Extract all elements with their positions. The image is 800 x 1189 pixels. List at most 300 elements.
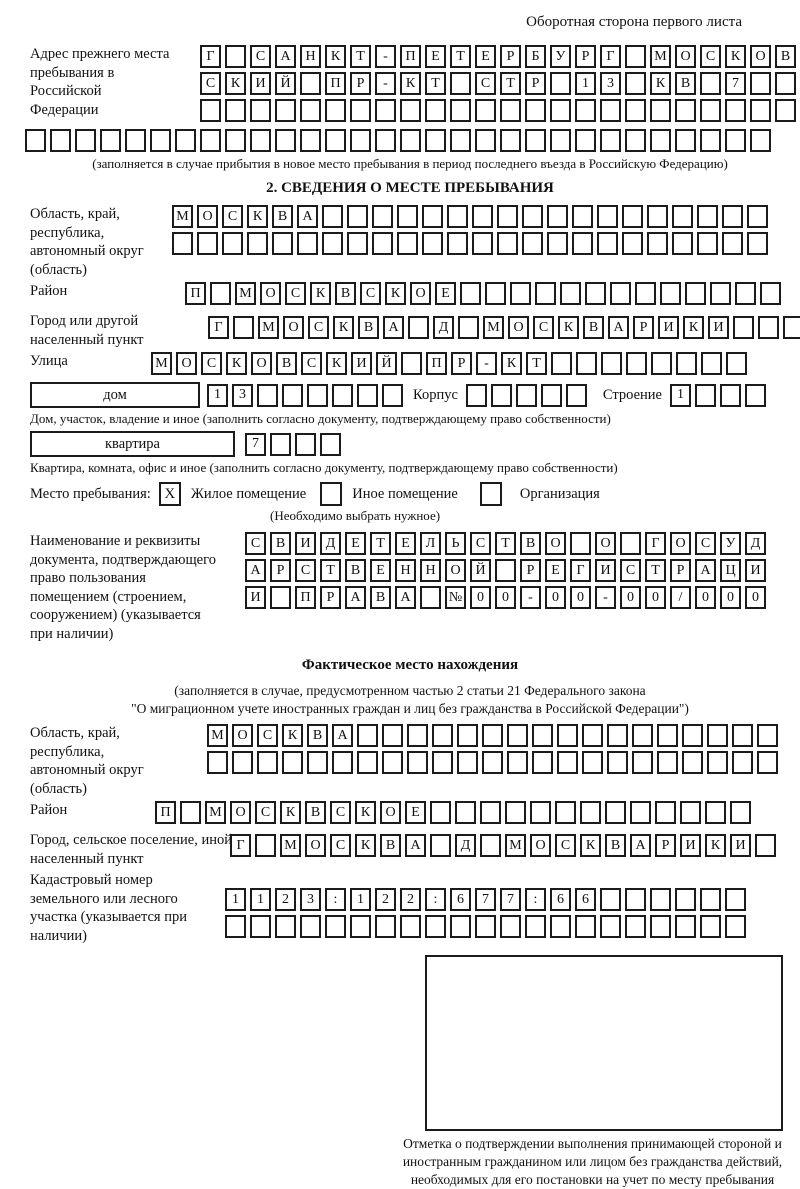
char-box[interactable]	[775, 72, 796, 95]
char-box[interactable]: О	[232, 724, 253, 747]
char-box[interactable]	[458, 316, 479, 339]
char-box[interactable]	[707, 724, 728, 747]
char-box[interactable]	[572, 232, 593, 255]
char-box[interactable]	[672, 205, 693, 228]
char-box[interactable]	[350, 99, 371, 122]
char-box[interactable]	[700, 72, 721, 95]
char-box[interactable]	[450, 99, 471, 122]
char-box[interactable]	[747, 232, 768, 255]
char-box[interactable]	[700, 915, 721, 938]
char-box[interactable]	[350, 915, 371, 938]
char-box[interactable]: 0	[745, 586, 766, 609]
char-box[interactable]	[566, 384, 587, 407]
char-box[interactable]: В	[307, 724, 328, 747]
char-box[interactable]	[150, 129, 171, 152]
char-box[interactable]	[675, 915, 696, 938]
char-box[interactable]: К	[558, 316, 579, 339]
char-box[interactable]: У	[720, 532, 741, 555]
char-box[interactable]	[175, 129, 196, 152]
char-box[interactable]	[700, 888, 721, 911]
char-box[interactable]	[300, 129, 321, 152]
char-box[interactable]	[250, 99, 271, 122]
char-box[interactable]: 7	[245, 433, 266, 456]
char-box[interactable]	[675, 99, 696, 122]
char-box[interactable]	[375, 99, 396, 122]
char-box[interactable]: О	[283, 316, 304, 339]
char-box[interactable]: Д	[745, 532, 766, 555]
char-box[interactable]	[745, 384, 766, 407]
char-box[interactable]: М	[258, 316, 279, 339]
char-box[interactable]	[697, 205, 718, 228]
char-box[interactable]	[250, 129, 271, 152]
char-box[interactable]	[350, 129, 371, 152]
char-box[interactable]: К	[247, 205, 268, 228]
char-box[interactable]: Е	[475, 45, 496, 68]
char-box[interactable]	[255, 834, 276, 857]
char-box[interactable]	[482, 751, 503, 774]
char-box[interactable]	[272, 232, 293, 255]
char-box[interactable]: 1	[670, 384, 691, 407]
char-box[interactable]	[725, 888, 746, 911]
char-box[interactable]	[325, 129, 346, 152]
char-box[interactable]	[495, 559, 516, 582]
char-box[interactable]	[307, 384, 328, 407]
char-box[interactable]	[570, 532, 591, 555]
char-box[interactable]	[125, 129, 146, 152]
char-box[interactable]: А	[405, 834, 426, 857]
char-box[interactable]	[372, 205, 393, 228]
char-box[interactable]: :	[525, 888, 546, 911]
char-box[interactable]	[610, 282, 631, 305]
char-box[interactable]: К	[385, 282, 406, 305]
char-box[interactable]	[325, 915, 346, 938]
char-box[interactable]: 2	[400, 888, 421, 911]
char-box[interactable]: П	[295, 586, 316, 609]
char-box[interactable]: Р	[525, 72, 546, 95]
char-box[interactable]	[505, 801, 526, 824]
char-box[interactable]	[710, 282, 731, 305]
char-box[interactable]	[375, 129, 396, 152]
char-box[interactable]	[726, 352, 747, 375]
char-box[interactable]	[485, 282, 506, 305]
char-box[interactable]	[432, 751, 453, 774]
char-box[interactable]: С	[201, 352, 222, 375]
char-box[interactable]	[547, 232, 568, 255]
char-box[interactable]	[347, 205, 368, 228]
char-box[interactable]	[700, 129, 721, 152]
char-box[interactable]: О	[380, 801, 401, 824]
char-box[interactable]	[626, 352, 647, 375]
char-box[interactable]: С	[301, 352, 322, 375]
char-box[interactable]: Д	[320, 532, 341, 555]
char-box[interactable]	[397, 232, 418, 255]
char-box[interactable]: М	[172, 205, 193, 228]
char-box[interactable]	[650, 129, 671, 152]
char-box[interactable]	[233, 316, 254, 339]
char-box[interactable]	[450, 72, 471, 95]
char-box[interactable]	[275, 99, 296, 122]
char-box[interactable]	[600, 915, 621, 938]
char-box[interactable]: С	[285, 282, 306, 305]
char-box[interactable]: 0	[470, 586, 491, 609]
char-box[interactable]: Т	[425, 72, 446, 95]
char-box[interactable]: С	[245, 532, 266, 555]
char-box[interactable]: 0	[545, 586, 566, 609]
char-box[interactable]: Л	[420, 532, 441, 555]
char-box[interactable]: И	[680, 834, 701, 857]
char-box[interactable]: А	[695, 559, 716, 582]
char-box[interactable]	[491, 384, 512, 407]
char-box[interactable]	[180, 801, 201, 824]
char-box[interactable]: Е	[435, 282, 456, 305]
other-premises-checkbox[interactable]	[320, 482, 342, 506]
char-box[interactable]	[270, 586, 291, 609]
char-box[interactable]: К	[225, 72, 246, 95]
char-box[interactable]	[225, 129, 246, 152]
char-box[interactable]: Т	[495, 532, 516, 555]
char-box[interactable]	[607, 751, 628, 774]
char-box[interactable]: М	[650, 45, 671, 68]
char-box[interactable]: В	[305, 801, 326, 824]
char-box[interactable]: Е	[545, 559, 566, 582]
char-box[interactable]: С	[200, 72, 221, 95]
char-box[interactable]	[275, 129, 296, 152]
char-box[interactable]: 1	[225, 888, 246, 911]
char-box[interactable]: М	[207, 724, 228, 747]
char-box[interactable]: К	[280, 801, 301, 824]
char-box[interactable]: 3	[232, 384, 253, 407]
char-box[interactable]: В	[345, 559, 366, 582]
char-box[interactable]	[197, 232, 218, 255]
char-box[interactable]: О	[545, 532, 566, 555]
char-box[interactable]	[295, 433, 316, 456]
char-box[interactable]: Т	[450, 45, 471, 68]
char-box[interactable]	[651, 352, 672, 375]
char-box[interactable]: 3	[600, 72, 621, 95]
char-box[interactable]	[347, 232, 368, 255]
char-box[interactable]	[357, 724, 378, 747]
char-box[interactable]	[632, 724, 653, 747]
char-box[interactable]: В	[335, 282, 356, 305]
char-box[interactable]	[758, 316, 779, 339]
char-box[interactable]	[422, 205, 443, 228]
char-box[interactable]	[372, 232, 393, 255]
char-box[interactable]: М	[483, 316, 504, 339]
char-box[interactable]: 7	[500, 888, 521, 911]
char-box[interactable]: С	[257, 724, 278, 747]
char-box[interactable]: В	[605, 834, 626, 857]
char-box[interactable]: О	[508, 316, 529, 339]
char-box[interactable]	[557, 724, 578, 747]
char-box[interactable]	[635, 282, 656, 305]
char-box[interactable]	[560, 282, 581, 305]
char-box[interactable]: К	[333, 316, 354, 339]
char-box[interactable]: Р	[500, 45, 521, 68]
char-box[interactable]	[522, 205, 543, 228]
char-box[interactable]: В	[270, 532, 291, 555]
char-box[interactable]	[297, 232, 318, 255]
char-box[interactable]	[450, 915, 471, 938]
char-box[interactable]: В	[675, 72, 696, 95]
char-box[interactable]	[407, 724, 428, 747]
char-box[interactable]	[725, 129, 746, 152]
char-box[interactable]: К	[226, 352, 247, 375]
char-box[interactable]: -	[375, 45, 396, 68]
char-box[interactable]: И	[730, 834, 751, 857]
char-box[interactable]: 7	[475, 888, 496, 911]
char-box[interactable]	[585, 282, 606, 305]
char-box[interactable]: М	[151, 352, 172, 375]
char-box[interactable]	[430, 801, 451, 824]
char-box[interactable]: С	[620, 559, 641, 582]
char-box[interactable]: О	[176, 352, 197, 375]
char-box[interactable]: В	[380, 834, 401, 857]
char-box[interactable]: О	[410, 282, 431, 305]
char-box[interactable]	[625, 888, 646, 911]
char-box[interactable]: Е	[395, 532, 416, 555]
char-box[interactable]: С	[250, 45, 271, 68]
char-box[interactable]: Б	[525, 45, 546, 68]
char-box[interactable]	[675, 888, 696, 911]
char-box[interactable]	[432, 724, 453, 747]
char-box[interactable]: В	[276, 352, 297, 375]
char-box[interactable]: Р	[270, 559, 291, 582]
char-box[interactable]	[720, 384, 741, 407]
char-box[interactable]	[466, 384, 487, 407]
char-box[interactable]: 3	[300, 888, 321, 911]
char-box[interactable]	[551, 352, 572, 375]
char-box[interactable]	[622, 232, 643, 255]
char-box[interactable]	[550, 72, 571, 95]
char-box[interactable]	[722, 205, 743, 228]
char-box[interactable]	[625, 129, 646, 152]
char-box[interactable]	[730, 801, 751, 824]
char-box[interactable]: К	[580, 834, 601, 857]
char-box[interactable]	[722, 232, 743, 255]
char-box[interactable]: О	[197, 205, 218, 228]
char-box[interactable]	[557, 751, 578, 774]
char-box[interactable]: 0	[495, 586, 516, 609]
char-box[interactable]	[775, 99, 796, 122]
char-box[interactable]	[472, 232, 493, 255]
char-box[interactable]: М	[205, 801, 226, 824]
char-box[interactable]: С	[360, 282, 381, 305]
char-box[interactable]	[622, 205, 643, 228]
char-box[interactable]: С	[330, 801, 351, 824]
char-box[interactable]	[232, 751, 253, 774]
char-box[interactable]	[630, 801, 651, 824]
char-box[interactable]: Р	[350, 72, 371, 95]
char-box[interactable]: -	[476, 352, 497, 375]
char-box[interactable]: О	[595, 532, 616, 555]
char-box[interactable]	[550, 99, 571, 122]
char-box[interactable]	[225, 45, 246, 68]
char-box[interactable]: В	[358, 316, 379, 339]
char-box[interactable]: С	[533, 316, 554, 339]
char-box[interactable]	[650, 915, 671, 938]
char-box[interactable]: К	[705, 834, 726, 857]
char-box[interactable]: Т	[370, 532, 391, 555]
char-box[interactable]: Е	[370, 559, 391, 582]
char-box[interactable]	[510, 282, 531, 305]
char-box[interactable]: А	[383, 316, 404, 339]
char-box[interactable]	[497, 205, 518, 228]
char-box[interactable]: Р	[670, 559, 691, 582]
char-box[interactable]	[455, 801, 476, 824]
char-box[interactable]: В	[272, 205, 293, 228]
char-box[interactable]	[735, 282, 756, 305]
char-box[interactable]	[572, 205, 593, 228]
char-box[interactable]	[275, 915, 296, 938]
char-box[interactable]: К	[325, 45, 346, 68]
char-box[interactable]	[532, 724, 553, 747]
char-box[interactable]: И	[745, 559, 766, 582]
char-box[interactable]: О	[260, 282, 281, 305]
char-box[interactable]: Й	[470, 559, 491, 582]
char-box[interactable]: Ц	[720, 559, 741, 582]
char-box[interactable]	[172, 232, 193, 255]
char-box[interactable]: К	[326, 352, 347, 375]
char-box[interactable]: К	[725, 45, 746, 68]
char-box[interactable]: О	[251, 352, 272, 375]
char-box[interactable]	[575, 99, 596, 122]
char-box[interactable]	[300, 915, 321, 938]
char-box[interactable]: 0	[720, 586, 741, 609]
char-box[interactable]	[525, 129, 546, 152]
char-box[interactable]	[695, 384, 716, 407]
char-box[interactable]: С	[695, 532, 716, 555]
char-box[interactable]	[500, 129, 521, 152]
char-box[interactable]	[550, 915, 571, 938]
char-box[interactable]: А	[345, 586, 366, 609]
char-box[interactable]: 6	[575, 888, 596, 911]
char-box[interactable]: 6	[550, 888, 571, 911]
char-box[interactable]: №	[445, 586, 466, 609]
char-box[interactable]: П	[185, 282, 206, 305]
char-box[interactable]	[457, 724, 478, 747]
char-box[interactable]	[682, 751, 703, 774]
char-box[interactable]	[600, 129, 621, 152]
char-box[interactable]	[425, 915, 446, 938]
char-box[interactable]	[685, 282, 706, 305]
char-box[interactable]: Р	[520, 559, 541, 582]
char-box[interactable]	[647, 205, 668, 228]
char-box[interactable]	[580, 801, 601, 824]
char-box[interactable]: П	[325, 72, 346, 95]
char-box[interactable]	[757, 751, 778, 774]
char-box[interactable]: О	[445, 559, 466, 582]
char-box[interactable]	[480, 834, 501, 857]
char-box[interactable]: К	[400, 72, 421, 95]
char-box[interactable]: С	[700, 45, 721, 68]
char-box[interactable]: И	[295, 532, 316, 555]
char-box[interactable]	[500, 915, 521, 938]
char-box[interactable]	[516, 384, 537, 407]
char-box[interactable]	[660, 282, 681, 305]
char-box[interactable]	[475, 915, 496, 938]
char-box[interactable]	[541, 384, 562, 407]
char-box[interactable]: Т	[500, 72, 521, 95]
char-box[interactable]	[401, 352, 422, 375]
char-box[interactable]: А	[395, 586, 416, 609]
char-box[interactable]: О	[670, 532, 691, 555]
char-box[interactable]: Р	[655, 834, 676, 857]
char-box[interactable]	[322, 232, 343, 255]
char-box[interactable]: К	[683, 316, 704, 339]
char-box[interactable]	[397, 205, 418, 228]
char-box[interactable]: Г	[600, 45, 621, 68]
char-box[interactable]: :	[325, 888, 346, 911]
char-box[interactable]: В	[520, 532, 541, 555]
char-box[interactable]	[257, 384, 278, 407]
char-box[interactable]: Н	[300, 45, 321, 68]
char-box[interactable]	[497, 232, 518, 255]
char-box[interactable]	[605, 801, 626, 824]
char-box[interactable]	[282, 751, 303, 774]
char-box[interactable]	[682, 724, 703, 747]
char-box[interactable]: Г	[570, 559, 591, 582]
char-box[interactable]	[701, 352, 722, 375]
char-box[interactable]	[757, 724, 778, 747]
char-box[interactable]	[257, 751, 278, 774]
char-box[interactable]	[705, 801, 726, 824]
char-box[interactable]	[675, 129, 696, 152]
char-box[interactable]: Т	[526, 352, 547, 375]
char-box[interactable]: С	[470, 532, 491, 555]
char-box[interactable]: 6	[450, 888, 471, 911]
char-box[interactable]: А	[332, 724, 353, 747]
char-box[interactable]	[625, 72, 646, 95]
char-box[interactable]	[597, 232, 618, 255]
char-box[interactable]	[550, 129, 571, 152]
char-box[interactable]	[650, 888, 671, 911]
char-box[interactable]: К	[650, 72, 671, 95]
char-box[interactable]	[400, 915, 421, 938]
char-box[interactable]	[270, 433, 291, 456]
char-box[interactable]	[575, 129, 596, 152]
char-box[interactable]	[750, 129, 771, 152]
char-box[interactable]: -	[375, 72, 396, 95]
char-box[interactable]	[357, 384, 378, 407]
char-box[interactable]: У	[550, 45, 571, 68]
char-box[interactable]	[750, 99, 771, 122]
char-box[interactable]	[300, 99, 321, 122]
char-box[interactable]: /	[670, 586, 691, 609]
char-box[interactable]: Р	[320, 586, 341, 609]
char-box[interactable]: 1	[350, 888, 371, 911]
char-box[interactable]	[632, 751, 653, 774]
char-box[interactable]	[600, 99, 621, 122]
char-box[interactable]: 1	[575, 72, 596, 95]
char-box[interactable]: П	[426, 352, 447, 375]
char-box[interactable]: С	[295, 559, 316, 582]
char-box[interactable]: Г	[230, 834, 251, 857]
char-box[interactable]	[657, 751, 678, 774]
char-box[interactable]: И	[250, 72, 271, 95]
char-box[interactable]	[382, 384, 403, 407]
char-box[interactable]: В	[775, 45, 796, 68]
char-box[interactable]	[320, 433, 341, 456]
char-box[interactable]: К	[310, 282, 331, 305]
char-box[interactable]: С	[330, 834, 351, 857]
char-box[interactable]	[525, 99, 546, 122]
char-box[interactable]	[450, 129, 471, 152]
char-box[interactable]: Т	[350, 45, 371, 68]
char-box[interactable]: И	[351, 352, 372, 375]
char-box[interactable]: О	[305, 834, 326, 857]
char-box[interactable]: П	[400, 45, 421, 68]
char-box[interactable]	[225, 915, 246, 938]
